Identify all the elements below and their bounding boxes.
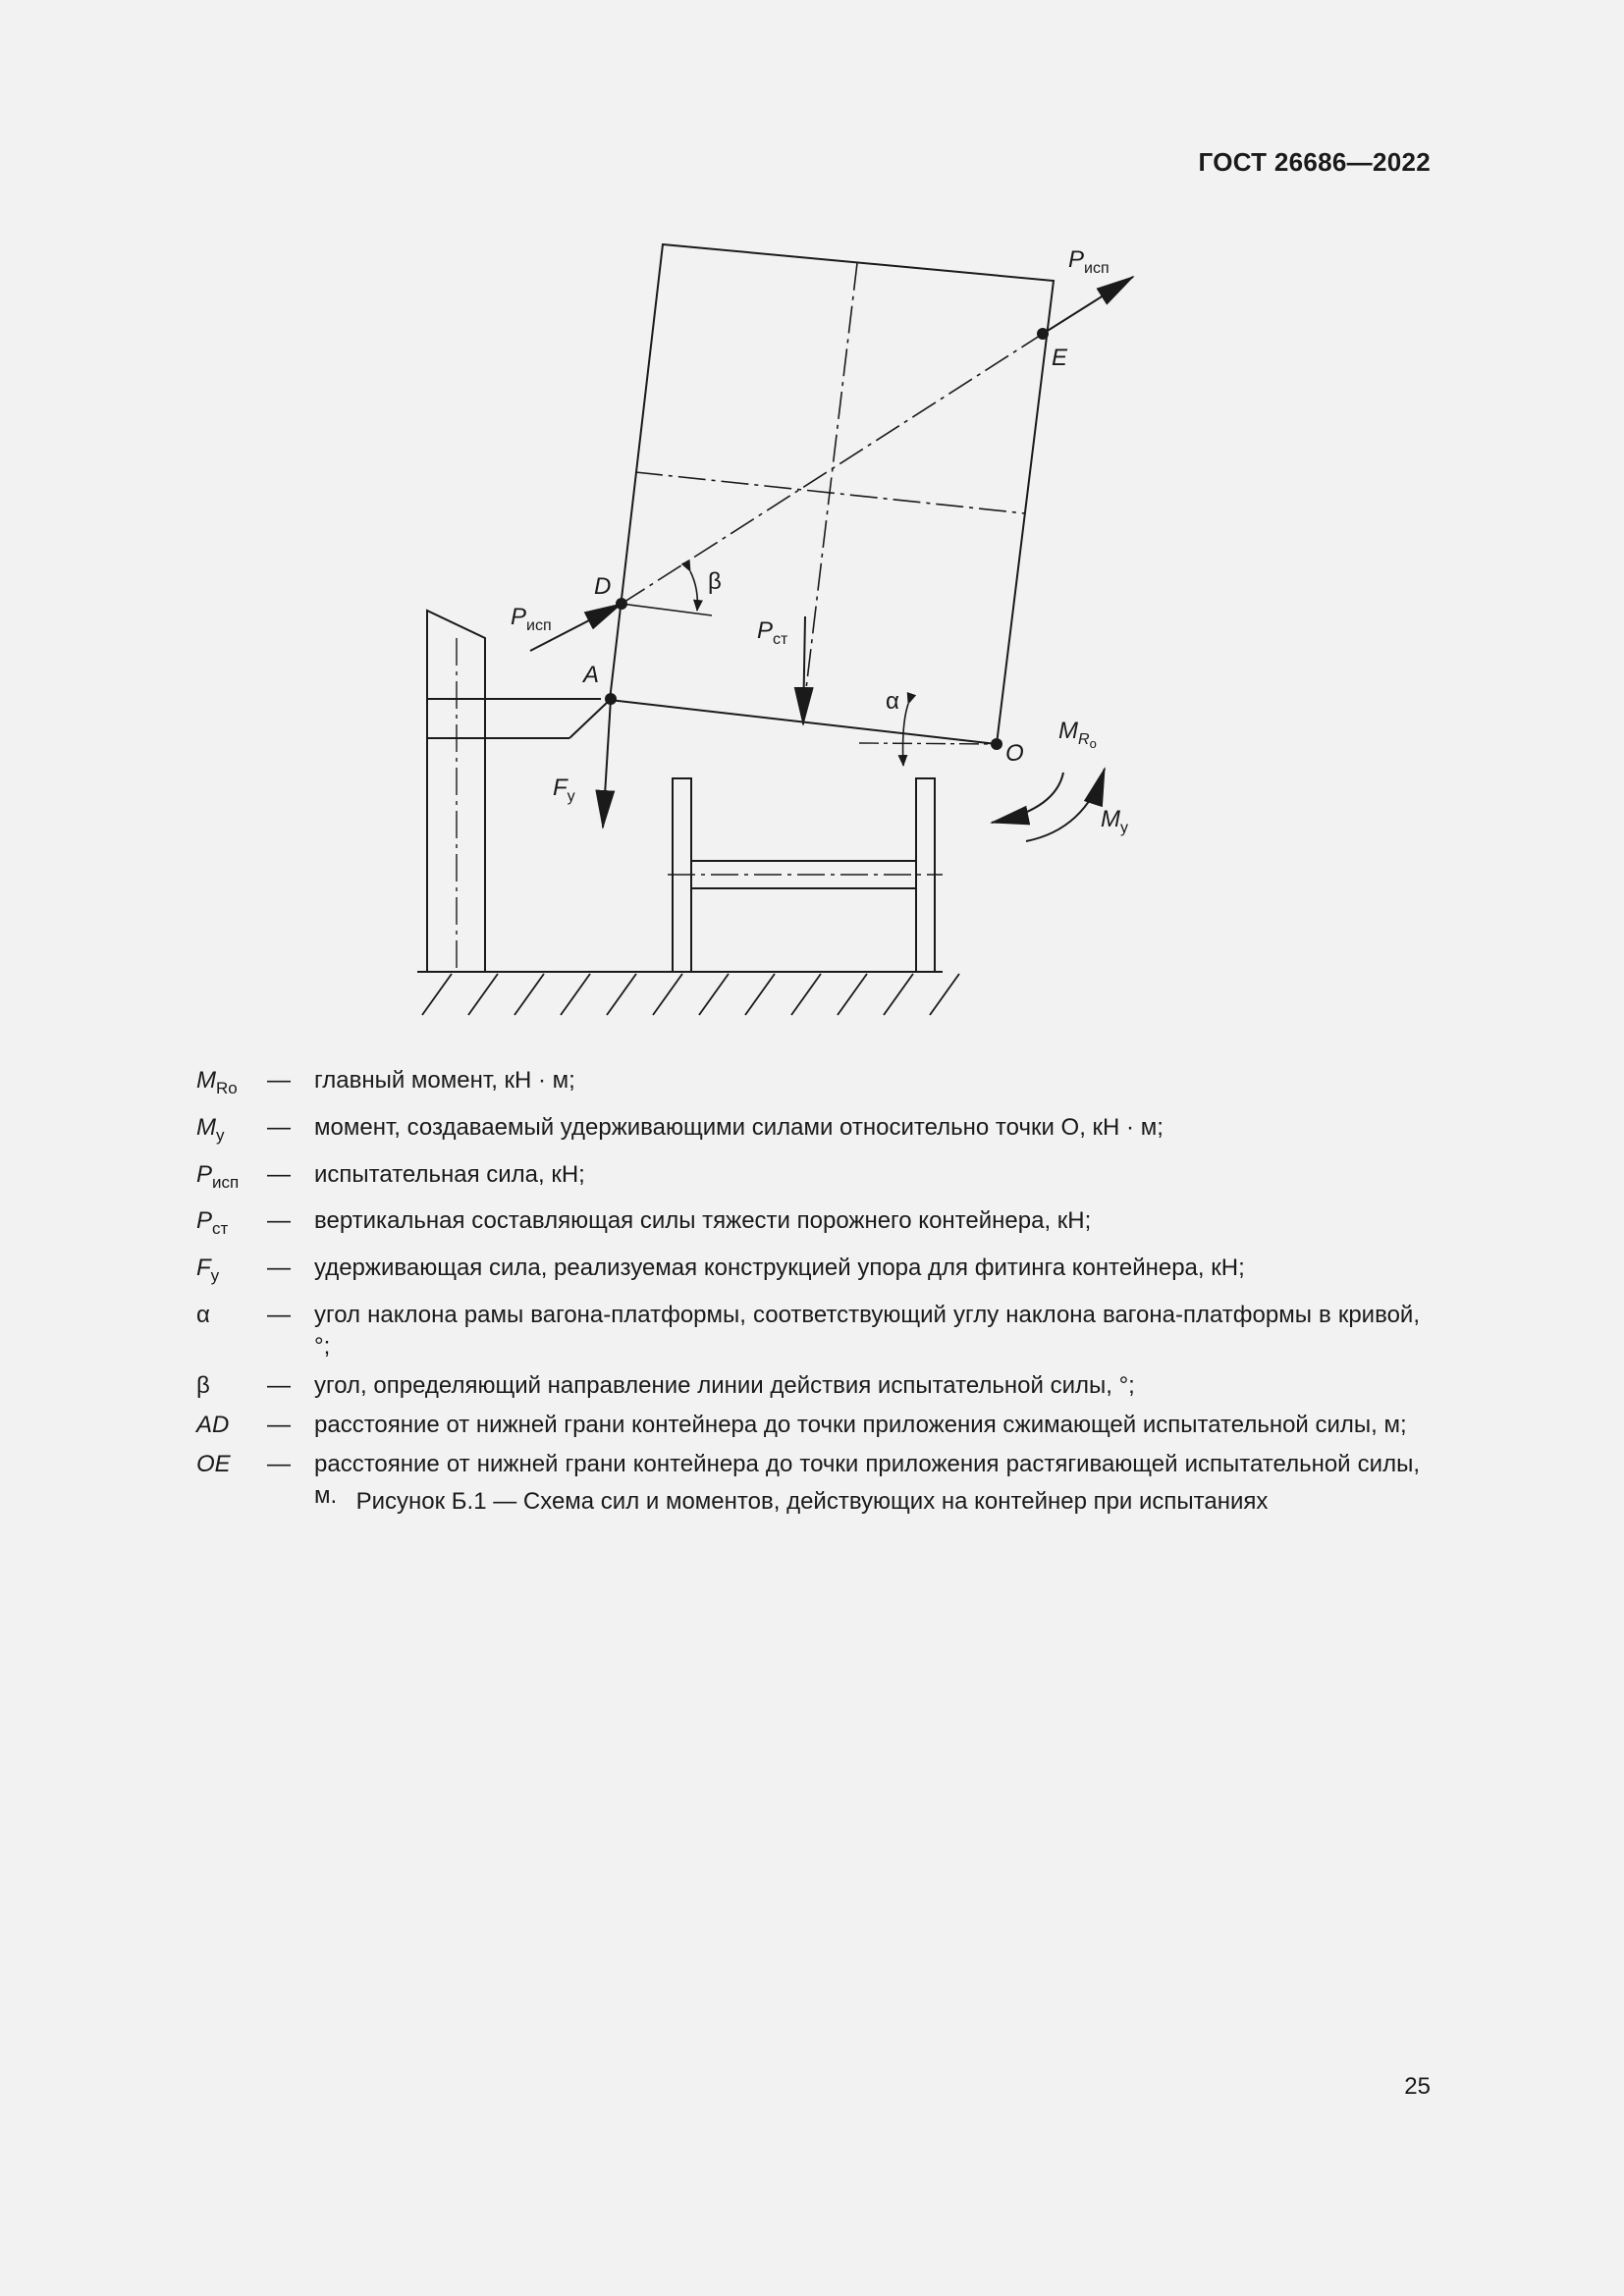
figure-caption: Рисунок Б.1 — Схема сил и моментов, действующих на контейнер при испытаниях: [355, 1488, 1269, 1515]
legend-description: главный момент, кН · м;: [314, 1067, 575, 1094]
legend-symbol: $F_у$: [196, 1255, 220, 1285]
label-f-y: $F_у$: [553, 774, 575, 805]
legend-dash: —: [267, 1450, 291, 1477]
legend-dash: —: [267, 1067, 291, 1094]
f-y-arrow: [603, 699, 611, 828]
legend-description: вертикальная составляющая силы тяжести порожнего контейнера, кН;: [314, 1207, 1092, 1235]
legend-dash: —: [267, 1411, 291, 1438]
container-outline: [610, 244, 1054, 744]
legend-row: [196, 1410, 1420, 1441]
ground-hatching: [422, 974, 959, 1015]
legend-symbol: $P_{исп}$: [196, 1160, 240, 1192]
m-ro-arc: [992, 773, 1063, 823]
label-e: E: [1052, 345, 1068, 371]
legend-dash: —: [267, 1255, 291, 1282]
test-force-line: [622, 334, 1043, 604]
label-m-y: $M_у$: [1101, 806, 1128, 836]
label-a: A: [583, 662, 600, 688]
legend-description: расстояние от нижней грани контейнера до точки приложения сжимающей испытательной силы, м;: [314, 1411, 1407, 1438]
m-y-arc: [1026, 769, 1105, 841]
label-d: D: [594, 573, 612, 600]
legend-symbol: β: [196, 1371, 210, 1399]
legend-symbol: $M_{Ro}$: [196, 1067, 238, 1097]
legend-description: расстояние от нижней грани контейнера до точки приложения растягивающей испытательной силы, м.: [314, 1450, 1420, 1509]
legend-symbol: AD: [196, 1411, 230, 1438]
page-number: 25: [1404, 2073, 1431, 2100]
legend-symbol: OE: [196, 1450, 231, 1477]
label-m-ro: $M_Ro$: [1058, 718, 1097, 751]
point-e: [1037, 328, 1049, 340]
legend-symbol: α: [196, 1301, 210, 1328]
legend-row: [196, 1370, 1420, 1402]
beta-reference-line: [622, 604, 712, 615]
legend: [196, 1065, 1420, 1520]
legend-dash: —: [267, 1301, 291, 1328]
legend-dash: —: [267, 1160, 291, 1188]
point-o: [991, 738, 1002, 750]
legend-dash: —: [267, 1371, 291, 1399]
label-o: O: [1005, 740, 1024, 767]
legend-description: испытательная сила, кН;: [314, 1160, 585, 1188]
legend-row: [196, 1065, 1420, 1104]
label-p-st: $P_{ст}$: [757, 617, 788, 648]
beta-arc: [690, 571, 697, 611]
legend-symbol: $M_у$: [196, 1113, 225, 1145]
label-beta: β: [708, 568, 722, 595]
legend-description: угол наклона рамы вагона-платформы, соответствующий углу наклона вагона-платформы в кривой, °;: [314, 1301, 1420, 1360]
force-diagram: [0, 0, 1624, 1060]
legend-dash: —: [267, 1207, 291, 1235]
legend-row: [196, 1159, 1420, 1199]
legend-row: [196, 1112, 1420, 1151]
legend-dash: —: [267, 1113, 291, 1141]
label-p-isp-top: $P_{исп}$: [1068, 246, 1110, 277]
legend-description: момент, создаваемый удерживающими силами относительно точки О, кН · м;: [314, 1113, 1164, 1141]
p-isp-top-arrow: [1043, 277, 1133, 334]
container-centerline-horizontal: [635, 472, 1025, 513]
legend-row: [196, 1253, 1420, 1292]
document-standard-header: ГОСТ 26686—2022: [1198, 147, 1431, 177]
p-st-arrow: [803, 616, 805, 724]
point-a: [605, 693, 617, 705]
legend-description: угол, определяющий направление линии действия испытательной силы, °;: [314, 1371, 1135, 1399]
label-p-isp-left: $P_{исп}$: [511, 604, 552, 634]
label-alpha: α: [886, 688, 899, 715]
point-d: [616, 598, 627, 610]
legend-symbol: $P_{ст}$: [196, 1207, 229, 1239]
alpha-horizontal-ref: [859, 743, 997, 744]
legend-row: [196, 1300, 1420, 1362]
legend-description: удерживающая сила, реализуемая конструкцией упора для фитинга контейнера, кН;: [314, 1255, 1245, 1282]
legend-row: [196, 1205, 1420, 1245]
